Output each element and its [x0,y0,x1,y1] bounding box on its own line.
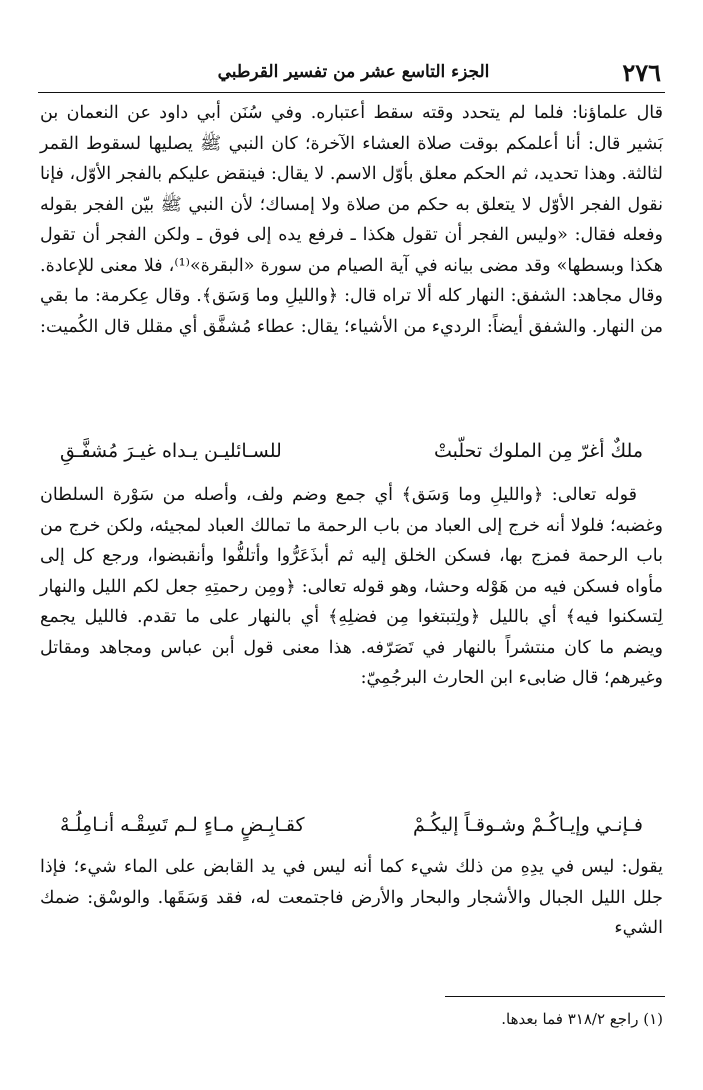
running-title: الجزء التاسع عشر من تفسير القرطبي [217,62,490,82]
paragraph-text: قوله تعالى: ﴿والليلِ وما وَسَق﴾ أي جمع وضم ولف، وأصله من سَوْرة السلطان وغضبه؛ فلولا أنه خرج إلى العباد من باب الرحمة ما تمالك العباد لمجيئه، ولكن خرج من باب الرحمة فمزج بها، فسكن الخلق إليه ثم أبذَعَرُّوا وأتلفُّوا وأنقبضوا، ورجع كل إلى مأواه فسكن فيه من هَوْله وحشا، وهو قوله تعالى: ﴿ومِن رحمتِهِ جعل لكم الليل والنهار لِتسكنوا فيه﴾ أي بالليل ﴿ولِتبتغوا مِن فضلِهِ﴾ أي بالنهار على ما تقدم. فالليل يجمع ويضم ما كان منتشراً بالنهار في تَصَرّفه. هذا معنى قول أبن عباس ومجاهد ومقاتل وغيرهم؛ قال ضابىء ابن الحارث البرجُمِيّ: [40,485,663,688]
page-header [42,56,665,92]
body-paragraph-1 [40,98,663,342]
poetry-verse-2 [40,814,663,848]
poetry-verse-1 [40,440,663,474]
paragraph-text: قال علماؤنا: فلما لم يتحدد وقته سقط أعتباره. وفي سُنَن أبي داود عن النعمان بن بَشير قال: أنا أعلمكم بوقت صلاة العشاء الآخرة؛ كان النبي ﷺ يصليها لسقوط القمر لثالثة. وهذا تحديد، ثم الحكم معلق بأوّل الاسم. لا يقال: فينقض عليكم بالفجر الأوّل، فإنا نقول الفجر الأوّل لا يتعلق به حكم من صلاة ولا إمساك؛ لأن النبي ﷺ بيّن الفجر بقوله وفعله فقال: «وليس الفجر أن تقول هكذا ـ فرفع يده إلى فوق ـ ولكن الفجر أن تقول هكذا وبسطها» وقد مضى بيانه في آية الصيام من سورة «البقرة»⁽¹⁾، فلا معنى للإعادة. وقال مجاهد: الشفق: النهار كله ألا تراه قال: ﴿والليلِ وما وَسَق﴾. وقال عِكرمة: ما بقي من النهار. والشفق أيضاً: الرديء من الأشياء؛ يقال: عطاء مُشفَّق أي مقلل قال الكُميت: [40,103,663,337]
paragraph-text: يقول: ليس في يدِهِ من ذلك شيء كما أنه ليس في يد القابض على الماء شيء؛ فإذا جلل الليل الجبال والأشجار والبحار والأرض فاجتمعت له، فقد وَسَقَها. والوسْق: ضمك الشيء [40,857,663,938]
verse-second-hemistich: للسـائليـن يـداه غيـرَ مُشفَّـقِ [60,440,282,462]
verse-first-hemistich: فـإنـي وإيـاكُـمْ وشـوقـاً إليكُـمْ [412,814,643,836]
footnote-rule [445,996,665,997]
footnote: (١) راجع ٣١٨/٢ فما بعدها. [501,1010,663,1028]
header-rule [38,92,665,93]
verse-first-hemistich: ملكٌ أغرّ مِن الملوك تحلّبتْ [433,440,643,462]
verse-second-hemistich: كقـابِـضٍ مـاءٍ لـم تَسِقْـه أنـامِلُـهْ [60,814,305,836]
body-paragraph-2 [40,480,663,694]
page-number: ٢٧٦ [622,58,661,87]
body-paragraph-3 [40,852,663,944]
